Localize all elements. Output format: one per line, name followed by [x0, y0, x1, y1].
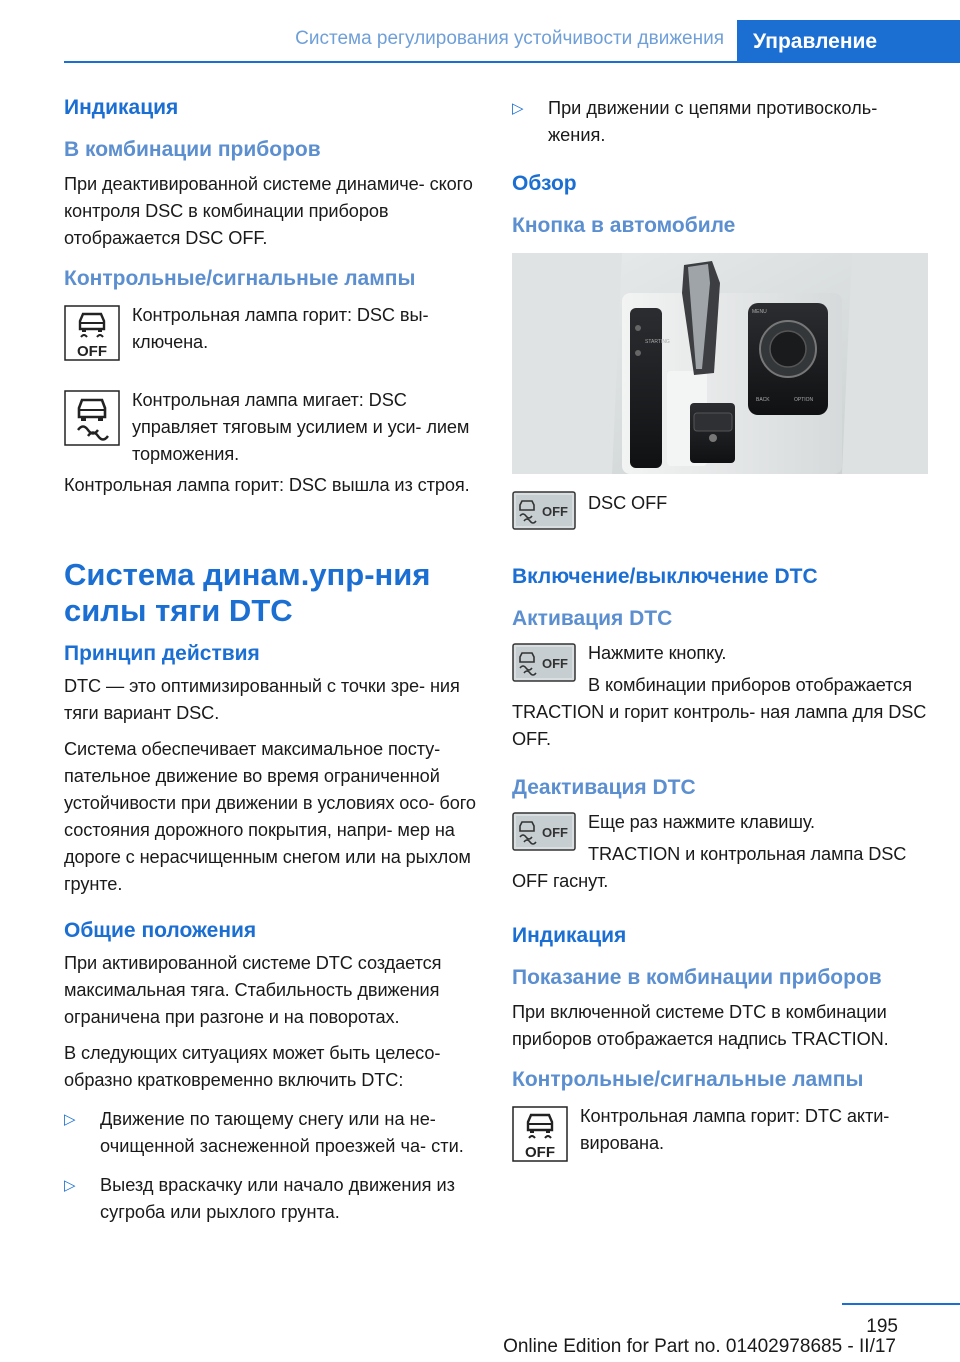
dsc-off-button-icon	[512, 491, 576, 530]
heading-instrument-cluster: В комбинации приборов	[64, 138, 321, 161]
triangle-bullet-icon: ▷	[64, 1177, 76, 1194]
heading-indication: Индикация	[64, 96, 179, 119]
svg-text:OFF: OFF	[542, 825, 568, 840]
lamp-item-dsc-off	[64, 302, 480, 365]
svg-text:OFF: OFF	[525, 1144, 555, 1161]
dsc-off-lamp-icon	[64, 305, 120, 361]
dtc-lamp-icon	[512, 1106, 568, 1162]
footer-rule	[842, 1303, 960, 1305]
triangle-bullet-icon: ▷	[64, 1111, 76, 1128]
lamp3-description: Контрольная лампа горит: DSC вышла из строя.	[64, 475, 470, 495]
paragraph-general-1: При активированной системе DTC создается максимальная тяга. Стабильность движения ограничена при разгоне и на поворотах.	[64, 953, 442, 1027]
activation-row	[512, 640, 928, 753]
bullet-text: При движении с цепями противосколь‐ жения.	[548, 98, 878, 145]
paragraph-general-2: В следующих ситуациях может быть целесо‐ образно кратковременно включить DTC:	[64, 1043, 441, 1090]
heading-button-in-car: Кнопка в автомобиле	[512, 214, 736, 237]
bullet-item	[64, 1172, 480, 1226]
paragraph-principle-1: DTC — это оптимизированный с точки зре‐ ния тяги вариант DSC.	[64, 676, 460, 723]
page-number: 195	[866, 1316, 898, 1337]
svg-text:OFF: OFF	[77, 343, 107, 360]
bullet-item	[64, 1106, 480, 1160]
activation-step-2: В комбинации приборов отображается TRACTION и горит контроль‐ ная лампа для DSC OFF.	[512, 675, 927, 749]
right-column	[512, 95, 928, 1175]
heading-principle: Принцип действия	[64, 642, 260, 665]
svg-text:OPTION: OPTION	[794, 397, 814, 403]
activation-step-1: Нажмите кнопку.	[588, 643, 727, 663]
paragraph-display: При включенной системе DTC в комбинации приборов отображается надпись TRACTION.	[512, 1002, 889, 1049]
paragraph-principle-2: Система обеспечивает максимальное посту‐ пательное движение во время ограниченной устойчивости при движении в условиях осо‐ бого состояния дорожного покрытия, напри‐ мер на дороге с нерасчищенным снегом или на рыхлом грунте.	[64, 739, 476, 894]
bullet-text: Выезд враскачку или начало движения из сугроба или рыхлого грунта.	[100, 1175, 456, 1222]
paragraph-cluster: При деактивированной системе динамиче‐ ского контроля DSC в комбинации приборов отображается DSC OFF.	[64, 174, 473, 248]
deactivation-row	[512, 809, 928, 895]
heading-warning-lamps-right: Контрольные/сигнальные лампы	[512, 1068, 864, 1091]
dtc-lamp-description: Контрольная лампа горит: DTC акти‐ вирована.	[580, 1106, 890, 1153]
deactivation-step-2: TRACTION и контрольная лампа DSC OFF гаснут.	[512, 844, 907, 891]
dsc-off-label: DSC OFF	[588, 493, 668, 513]
heading-dtc: Система динам.упр-ния силы тяги DTC	[64, 557, 431, 628]
svg-text:BACK: BACK	[756, 397, 770, 403]
svg-text:STARTING: STARTING	[645, 339, 670, 345]
heading-onoff-dtc: Включение/выключение DTC	[512, 565, 818, 588]
running-header-title: Система регулирования устойчивости движения	[295, 28, 724, 49]
lamp2-description: Контрольная лампа мигает: DSC управляет тяговым усилием и уси‐ лием торможения.	[132, 390, 470, 464]
deactivation-step-1: Еще раз нажмите клавишу.	[588, 812, 815, 832]
chapter-tab: Управление	[737, 20, 960, 63]
heading-warning-lamps: Контрольные/сигнальные лампы	[64, 267, 416, 290]
lamp1-description: Контрольная лампа горит: DSC вы‐ ключена.	[132, 305, 429, 352]
heading-deactivation: Деактивация DTC	[512, 776, 696, 799]
bullet-item	[512, 95, 928, 149]
left-column	[64, 95, 480, 1238]
lamp-item-dsc-active	[64, 387, 480, 468]
center-console-photo	[512, 253, 928, 474]
heading-indication-right: Индикация	[512, 924, 627, 947]
lamp-item-dtc-active	[512, 1103, 928, 1166]
dsc-active-lamp-icon	[64, 390, 120, 446]
dsc-off-button-row	[512, 488, 928, 534]
heading-activation: Активация DTC	[512, 607, 673, 630]
heading-overview: Обзор	[512, 172, 577, 195]
svg-text:OFF: OFF	[542, 656, 568, 671]
heading-display: Показание в комбинации приборов	[512, 966, 882, 989]
triangle-bullet-icon: ▷	[512, 100, 524, 117]
dsc-off-button-icon	[512, 643, 576, 682]
dsc-off-button-icon	[512, 812, 576, 851]
bullet-text: Движение по тающему снегу или на не‐ очищенной заснеженной проезжей ча‐ сти.	[100, 1109, 464, 1156]
edition-footer: Online Edition for Part no. 01402978685 - II/17	[503, 1336, 896, 1357]
header-rule	[64, 61, 960, 63]
heading-general: Общие положения	[64, 919, 257, 942]
svg-text:OFF: OFF	[542, 504, 568, 519]
svg-text:MENU: MENU	[752, 309, 767, 315]
